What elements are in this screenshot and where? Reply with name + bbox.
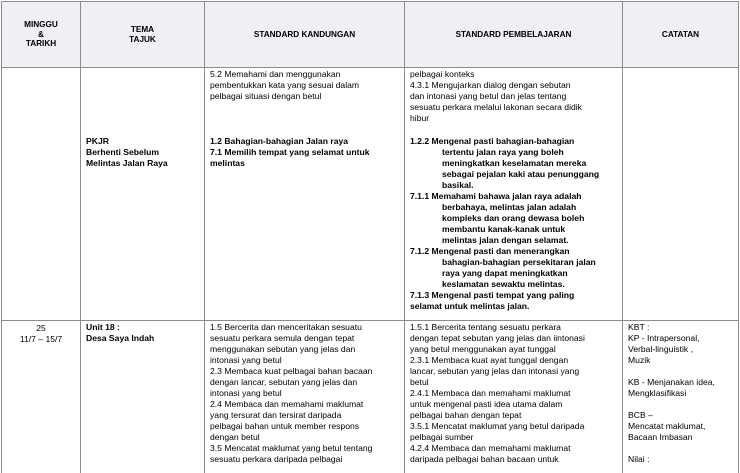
catatan-line: Nilai : [628,454,650,464]
unit18-tema-cell [81,321,205,473]
sp-item-line: basikal. [442,180,474,190]
pkjr-topic-line: Berhenti Sebelum [86,147,160,157]
sk-continuation [205,68,404,102]
sp-line: pelbagai konteks [410,69,475,79]
sp-item-line: keslamatan sewaktu melintas. [442,279,565,289]
sp-item-line: kompleks dan orang dewasa boleh [442,213,585,223]
sp-line: 4.2.4 Membaca dan memahami maklumat [410,443,571,453]
sk-line: sesuatu perkara semula dengan tepat [210,333,355,343]
unit18-topic-line: Unit 18 : [86,322,120,332]
sp-line: 4.3.1 Mengujarkan dialog dengan sebutan [410,80,571,90]
header-standard-kandungan: STANDARD KANDUNGAN [205,2,405,68]
unit18-sp [405,321,622,465]
lesson-plan-table [1,1,739,473]
week-number: 25 [36,323,46,333]
catatan-spacer [628,443,735,454]
pkjr-topic-line: Melintas Jalan Raya [86,158,168,168]
sk-line: 7.1 Memilih tempat yang selamat untuk [210,147,370,157]
sp-item-line: sebagai pejalan kaki atau penunggang [442,169,600,179]
pkjr-standard-kandungan-cell [205,68,405,321]
header-tema-line: TAJUK [129,34,156,44]
unit18-catatan-cell [623,321,739,473]
week-date-range: 11/7 – 15/7 [19,334,63,344]
header-minggu-line: MINGGU [24,20,58,30]
unit18-topic-line: Desa Saya Indah [86,333,155,343]
sk-line: pelbagai situasi dengan betul [210,91,322,101]
catatan-line: KB - Menjanakan idea, [628,377,715,387]
sp-line: dengan tepat sebutan yang jelas dan iintonasi [410,333,585,343]
header-tema-tajuk [81,2,205,68]
catatan-spacer [628,366,735,377]
sp-line: 3.5.1 Mencatat maklumat yang betul daripada [410,421,585,431]
sp-line: hibur [410,113,430,123]
sp-item-line: selamat untuk melintas jalan. [410,301,530,311]
sk-line: pelbagai bahan untuk member respons [210,421,360,431]
sp-line: 2.4.1 Membaca dan memahami maklumat [410,388,571,398]
sk-line: 1.5 Bercerita dan menceritakan sesuatu [210,322,362,332]
sp-item-line: tertentu jalan raya yang boleh [442,147,564,157]
sk-line: 2.4 Membaca dan memahami maklumat [210,399,364,409]
sp-line: lancar, sebutan yang jelas dan intonasi yang [410,366,580,376]
pkjr-tema-cell [81,68,205,321]
header-minggu-tarikh [2,2,81,68]
sk-line: 2.3 Membaca kuat pelbagai bahan bacaan [210,366,373,376]
sk-line: dengan lancar, sebutan yang jelas dan [210,377,358,387]
sp-item-first: 7.1.1 Memahami bahawa jalan raya adalah [410,191,582,201]
header-standard-pembelajaran: STANDARD PEMBELAJARAN [405,2,623,68]
sk-line: intonasi yang betul [210,355,282,365]
unit18-standard-pembelajaran-cell [405,321,623,473]
sp-line: untuk mengenal pasti idea utama dalam [410,399,563,409]
sp-line: pelbagai bahan dengan tepat [410,410,522,420]
sp-item-line: melintas jalan dengan selamat. [442,235,569,245]
header-row [2,2,739,68]
sk-line: 5.2 Memahami dan menggunakan [210,69,341,79]
sk-pkjr [205,102,404,169]
sp-line: dan intonasi yang betul dan jelas tentang [410,91,567,101]
sk-line: sesuatu perkara daripada pelbagai [210,454,343,464]
sp-continuation [405,68,622,124]
catatan-line: Mengklasifikasi [628,388,687,398]
sk-line: intonasi yang betul [210,388,282,398]
pkjr-standard-pembelajaran-cell [405,68,623,321]
sp-line: sesuatu perkara melalui lakonan secara didik [410,102,582,112]
sp-line: pelbagai sumber [410,432,474,442]
pkjr-topic-line: PKJR [86,136,109,146]
sp-item-line: berbahaya, melintas jalan adalah [442,202,577,212]
catatan-line: KP - Intrapersonal, [628,333,700,343]
sp-line: betul [410,377,429,387]
sp-item-first: 7.1.2 Mengenal pasti dan menerangkan [410,246,570,256]
catatan-line: BCB – [628,410,653,420]
catatan-line: Mencatat maklumat, [628,421,706,431]
catatan-line: Muzik [628,355,651,365]
sp-pkjr [405,124,622,312]
header-tema-line: TEMA [130,25,155,34]
catatan-line: Bacaan Imbasan [628,432,693,442]
sp-line: 1.5.1 Bercerita tentang sesuatu perkara [410,322,561,332]
week-date [2,321,80,345]
unit18-topic [81,321,204,344]
sk-line: pembentukkan kata yang sesuai dalam [210,80,360,90]
unit18-row [2,321,739,473]
unit18-standard-kandungan-cell [205,321,405,473]
sp-line: 2.3.1 Membaca kuat ayat tunggal dengan [410,355,569,365]
sp-item-line: membantu kanak-kanak untuk [442,224,566,234]
sk-line: dengan betul [210,432,260,442]
sp-item-first: 7.1.3 Mengenal pasti tempat yang paling [410,290,575,300]
catatan-line: KBT : [628,322,650,332]
catatan-notes [623,321,738,465]
sp-item-line: bahagian-bahagian persekitaran jalan [442,257,596,267]
pkjr-catatan-cell [623,68,739,321]
sp-line: daripada pelbagai bahan bacaan untuk [410,454,559,464]
sk-line: melintas [210,158,245,168]
sp-item-line: meningkatkan keselamatan mereka [442,158,587,168]
sp-line: yang betul menggunakan ayat tunggal [410,344,556,354]
header-catatan: CATATAN [623,2,739,68]
unit18-minggu-cell [2,321,81,473]
pkjr-row [2,68,739,321]
pkjr-topic [81,68,204,169]
header-minggu-line: TARIKH [25,39,57,49]
sp-item-line: raya yang dapat meningkatkan [442,268,568,278]
pkjr-minggu-cell [2,68,81,321]
catatan-line: Verbal-linguistik , [628,344,693,354]
sp-item-first: 1.2.2 Mengenal pasti bahagian-bahagian [410,136,575,146]
header-minggu-line: & [38,29,44,39]
catatan-spacer [628,399,735,410]
sk-line: 1.2 Bahagian-bahagian Jalan raya [210,136,349,146]
sk-line: yang tersurat dan tersirat daripada [210,410,342,420]
sk-line: menggunakan sebutan yang jelas dan [210,344,356,354]
unit18-sk [205,321,404,465]
sk-line: 3.5 Mencatat maklumat yang betul tentang [210,443,373,453]
